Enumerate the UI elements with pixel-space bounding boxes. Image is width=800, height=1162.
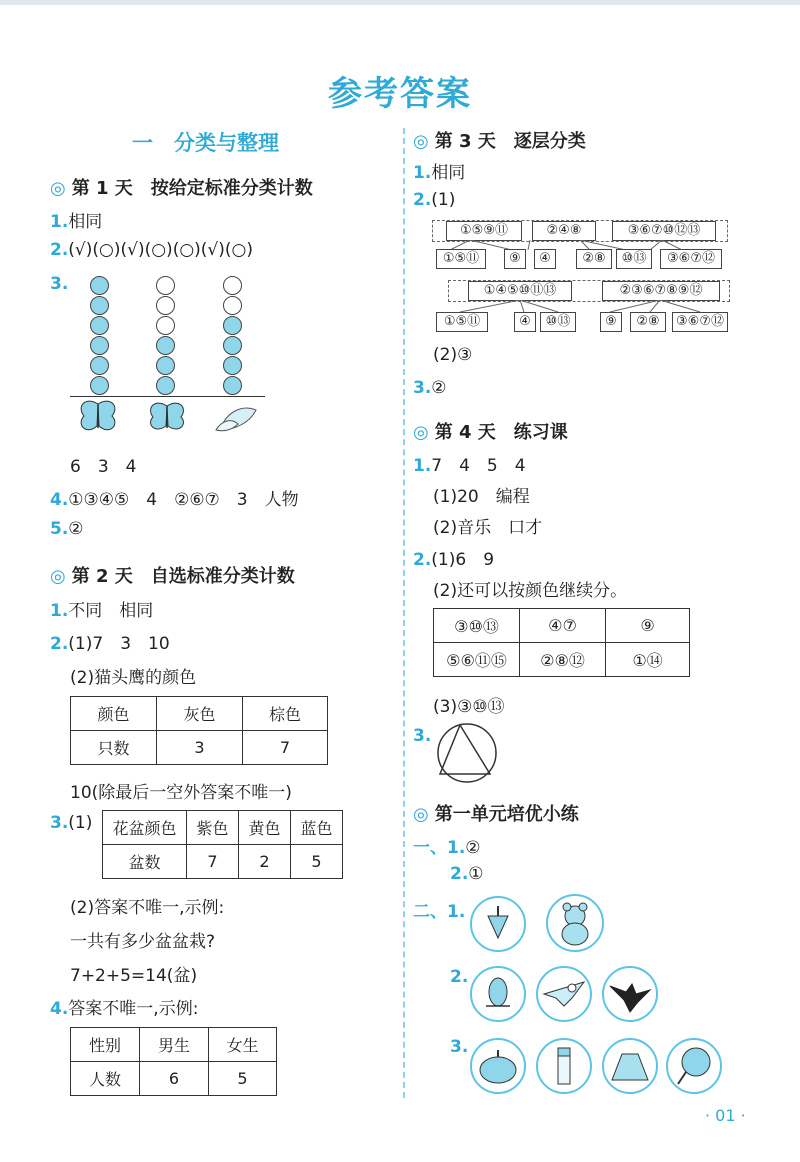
day3-q3: 3.② (413, 378, 447, 398)
bead (156, 376, 175, 395)
practice-2-3: 3. (450, 1037, 469, 1057)
tree1-bottom-box: ①⑤⑪ (436, 249, 486, 269)
table-cell: ②⑧⑫ (520, 643, 606, 677)
tree2-bottom-box: ②⑧ (630, 312, 666, 332)
table-cell: 2 (239, 845, 291, 879)
bead (223, 376, 242, 395)
tree2-bottom-box: ⑩⑬ (540, 312, 576, 332)
day4-q2: 2.(1)6 9 (413, 550, 495, 570)
table-cell: 7 (243, 731, 328, 765)
table-cell: 6 (140, 1062, 209, 1096)
tree2-bottom-box: ③⑥⑦⑫ (672, 312, 728, 332)
table-cell: 人数 (71, 1062, 140, 1096)
day2-q3: 3.(1) (50, 813, 93, 833)
pumpkin-icon (470, 1038, 526, 1094)
day1-heading: ◎ 第 1 天 按给定标准分类计数 (50, 178, 313, 199)
day3-q2: 2.(1) (413, 190, 456, 210)
table-cell: ⑤⑥⑪⑮ (434, 643, 520, 677)
day4-q1-p1: (1)20 编程 (433, 487, 530, 507)
column-divider (403, 128, 405, 1098)
glue-stick-icon (536, 1038, 592, 1094)
day1-q2: 2.(√)(○)(√)(○)(○)(√)(○) (50, 240, 253, 260)
day2-q3-p3: 一共有多少盆盆栽? (70, 932, 216, 952)
table-cell: 颜色 (71, 697, 157, 731)
day3-heading: ◎ 第 3 天 逐层分类 (413, 131, 586, 152)
tree1-top-box: ①⑤⑨⑪ (446, 221, 522, 241)
bead (223, 356, 242, 375)
circle-triangle-figure (432, 722, 504, 784)
butterfly-icon (76, 398, 120, 438)
day1-q4: 4.①③④⑤ 4 ②⑥⑦ 3 人物 (50, 490, 299, 510)
page-number: · 01 · (705, 1106, 746, 1125)
bead (156, 296, 175, 315)
bead (156, 356, 175, 375)
tree1-bottom-box: ③⑥⑦⑫ (660, 249, 722, 269)
bullet-icon: ◎ (50, 178, 66, 199)
tree1-top-box: ②④⑧ (532, 221, 596, 241)
table-cell: 女生 (209, 1028, 277, 1062)
top-toy-icon (470, 896, 526, 952)
tree1-bottom-box: ⑩⑬ (616, 249, 652, 269)
tree1-bottom-box: ④ (534, 249, 556, 269)
day4-q2-p3: (3)③⑩⑬ (433, 697, 505, 717)
bead (90, 336, 109, 355)
table-cell: 性别 (71, 1028, 140, 1062)
day2-q2-p2: (2)猫头鹰的颜色 (70, 668, 197, 688)
flowerpot-table (102, 810, 343, 879)
unit-title: 一 分类与整理 (132, 131, 279, 155)
day2-q4: 4.答案不唯一,示例: (50, 999, 199, 1019)
day1-q3: 3. (50, 274, 69, 294)
bead (90, 296, 109, 315)
table-cell: 只数 (71, 731, 157, 765)
bead (223, 276, 242, 295)
bullet-icon: ◎ (413, 804, 429, 825)
practice-1-2: 2.① (450, 864, 484, 884)
moth-icon (212, 404, 260, 434)
bead (156, 276, 175, 295)
day4-heading: ◎ 第 4 天 练习课 (413, 422, 568, 443)
table-cell: 3 (157, 731, 243, 765)
day1-q1: 1.相同 (50, 212, 103, 232)
bead (90, 376, 109, 395)
day2-q2-note: 10(除最后一空外答案不唯一) (70, 783, 292, 803)
tree1-bottom-box: ⑨ (504, 249, 526, 269)
tree2-bottom-box: ①⑤⑪ (436, 312, 488, 332)
bead (223, 316, 242, 335)
day4-q1-p2: (2)音乐 口才 (433, 518, 543, 538)
parrot-icon (470, 966, 526, 1022)
ground-line (70, 396, 265, 397)
table-cell: 盆数 (103, 845, 187, 879)
bead (223, 336, 242, 355)
table-cell: 黄色 (239, 811, 291, 845)
table-cell: ①⑭ (606, 643, 690, 677)
practice-1-1: 一、1.② (413, 838, 481, 858)
day3-q2-p2: (2)③ (433, 345, 473, 365)
hand-fan-icon (666, 1038, 722, 1094)
tree2-top-box: ①④⑤⑩⑪⑬ (468, 281, 572, 301)
table-cell: ③⑩⑬ (434, 609, 520, 643)
tree2-top-box: ②③⑥⑦⑧⑨⑫ (602, 281, 720, 301)
bullet-icon: ◎ (413, 422, 429, 443)
bead (90, 276, 109, 295)
day4-classify-table (433, 608, 690, 677)
table-cell: ④⑦ (520, 609, 606, 643)
bead (156, 316, 175, 335)
day4-q2-p2: (2)还可以按颜色继续分。 (433, 581, 628, 601)
day3-q1: 1.相同 (413, 163, 466, 183)
day2-q3-p4: 7+2+5=14(盆) (70, 966, 198, 986)
day2-q3-p2: (2)答案不唯一,示例: (70, 898, 225, 918)
table-cell: 蓝色 (291, 811, 343, 845)
bead (90, 316, 109, 335)
day4-q3: 3. (413, 726, 432, 746)
table-cell: 5 (291, 845, 343, 879)
practice-2-1: 二、1. (413, 902, 466, 922)
table-cell: 7 (187, 845, 239, 879)
day2-heading: ◎ 第 2 天 自选标准分类计数 (50, 566, 295, 587)
owl-icon (536, 966, 592, 1022)
bead (156, 336, 175, 355)
table-cell: ⑨ (606, 609, 690, 643)
unit-practice-heading: ◎ 第一单元培优小练 (413, 804, 579, 825)
page-title: 参考答案 (328, 74, 472, 114)
skirt-icon (602, 1038, 658, 1094)
day2-q1: 1.不同 相同 (50, 601, 154, 621)
bullet-icon: ◎ (50, 566, 66, 587)
top-strip (0, 0, 800, 5)
day4-q1: 1.7 4 5 4 (413, 456, 526, 476)
crow-icon (602, 966, 658, 1022)
bullet-icon: ◎ (413, 131, 429, 152)
owl-color-table (70, 696, 328, 765)
day1-q3-counts: 6 3 4 (70, 457, 137, 477)
table-cell: 5 (209, 1062, 277, 1096)
day1-q5: 5.② (50, 519, 84, 539)
bead (90, 356, 109, 375)
tree2-connectors (430, 300, 730, 312)
table-cell: 男生 (140, 1028, 209, 1062)
table-cell: 花盆颜色 (103, 811, 187, 845)
tree1-top-box: ③⑥⑦⑩⑫⑬ (612, 221, 716, 241)
gender-table (70, 1027, 277, 1096)
table-cell: 棕色 (243, 697, 328, 731)
teddy-bear-icon (546, 894, 604, 952)
tree2-bottom-box: ④ (514, 312, 536, 332)
day2-q2: 2.(1)7 3 10 (50, 634, 170, 654)
tree1-bottom-box: ②⑧ (576, 249, 612, 269)
bead (223, 296, 242, 315)
practice-2-2: 2. (450, 967, 469, 987)
tree2-bottom-box: ⑨ (600, 312, 622, 332)
table-cell: 灰色 (157, 697, 243, 731)
butterfly-icon (146, 400, 188, 436)
table-cell: 紫色 (187, 811, 239, 845)
